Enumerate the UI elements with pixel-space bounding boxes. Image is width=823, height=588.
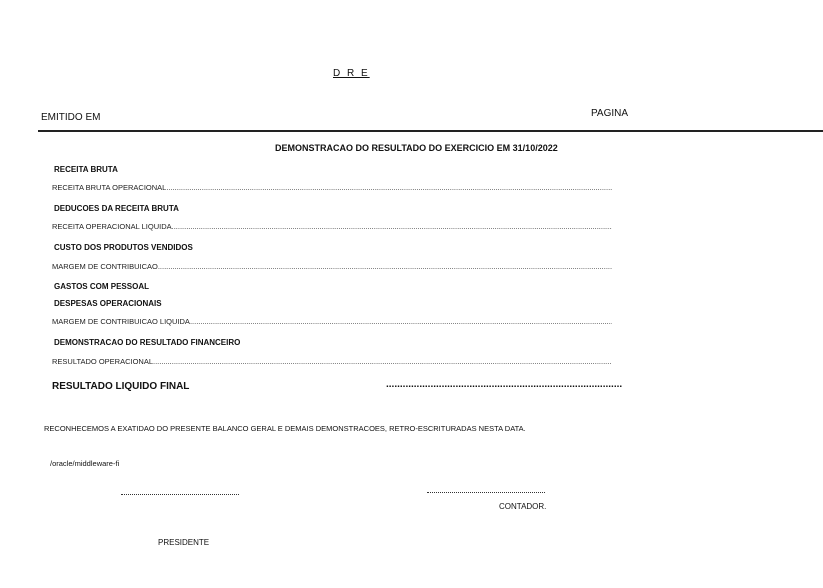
accountant-signature-line	[427, 492, 545, 493]
line-resultado-operacional	[52, 357, 612, 366]
issued-label: EMITIDO EM	[41, 112, 101, 123]
line-receita-operacional-liquida	[52, 222, 612, 231]
header-divider	[38, 130, 823, 132]
final-result-leader-dots	[386, 379, 622, 390]
line-label: MARGEM DE CONTRIBUICAO LIQUIDA	[52, 317, 190, 326]
page-label: PAGINA	[591, 108, 629, 119]
line-margem-contribuicao	[52, 262, 612, 271]
section-heading-deducoes: DEDUCOES DA RECEITA BRUTA	[54, 204, 179, 213]
line-margem-contribuicao-liquida	[52, 317, 612, 326]
line-label: RECEITA OPERACIONAL LIQUIDA	[52, 222, 172, 231]
system-path: /oracle/middleware-fi	[50, 459, 120, 468]
section-heading-despesas-operacionais: DESPESAS OPERACIONAIS	[54, 299, 162, 308]
president-label: PRESIDENTE	[158, 538, 210, 547]
final-result-label: RESULTADO LIQUIDO FINAL	[52, 381, 190, 392]
line-label: RECEITA BRUTA OPERACIONAL	[52, 183, 167, 192]
section-heading-gastos-pessoal: GASTOS COM PESSOAL	[54, 282, 149, 291]
line-label: MARGEM DE CONTRIBUICAO	[52, 262, 158, 271]
president-signature-line	[121, 494, 239, 495]
acknowledgement-text: RECONHECEMOS A EXATIDAO DO PRESENTE BALANCO GERAL E DEMAIS DEMONSTRACOES, RETRO-ESCRITURADAS NESTA DATA.	[44, 424, 526, 433]
section-heading-resultado-financeiro: DEMONSTRACAO DO RESULTADO FINANCEIRO	[54, 338, 241, 347]
statement-title: DEMONSTRACAO DO RESULTADO DO EXERCICIO EM 31/10/2022	[275, 143, 558, 153]
section-heading-receita-bruta: RECEITA BRUTA	[54, 165, 118, 174]
line-label: RESULTADO OPERACIONAL	[52, 357, 153, 366]
report-code: D R E	[333, 68, 370, 79]
accountant-label: CONTADOR.	[499, 502, 547, 511]
line-receita-bruta-operacional	[52, 183, 612, 192]
section-heading-custo-produtos: CUSTO DOS PRODUTOS VENDIDOS	[54, 243, 193, 252]
